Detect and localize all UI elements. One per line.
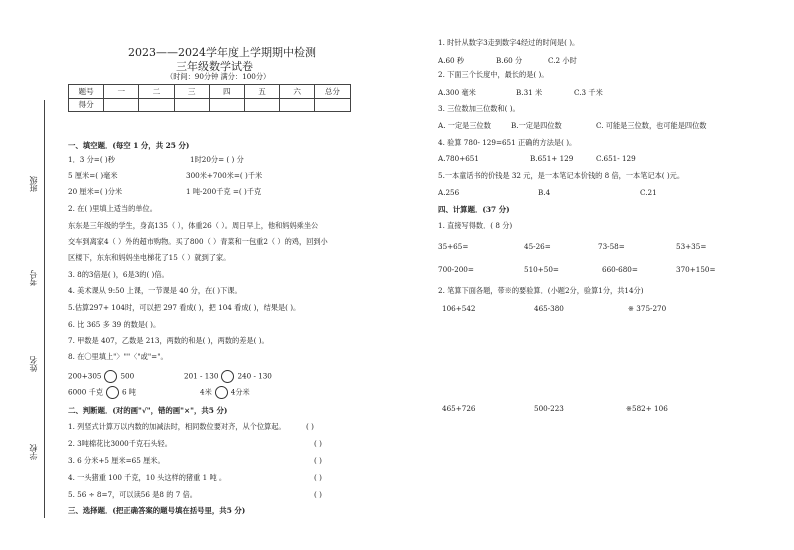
- compare-left: 201 - 130: [184, 371, 219, 381]
- score-input-cell[interactable]: [280, 98, 315, 112]
- choice-question: 4. 验算 780- 129=651 正确的方法是( )。: [438, 138, 577, 147]
- question-text: 1 吨-200千克 =( )千克: [186, 187, 262, 196]
- choice-option[interactable]: C. 可能是三位数，也可能是四位数: [596, 121, 707, 130]
- choice-option[interactable]: C.3 千米: [574, 88, 603, 97]
- compare-circle[interactable]: [221, 370, 234, 383]
- question-text: 7. 甲数是 407，乙数是 213，两数的和是( )，两数的差是( )。: [68, 336, 269, 345]
- score-table-header-row: [69, 85, 351, 99]
- compare-right: 6 吨: [121, 387, 136, 397]
- choice-question: 2. 下面三个长度中，最长的是( )。: [438, 70, 549, 79]
- score-input-cell[interactable]: [139, 98, 174, 112]
- compare-item: [68, 386, 136, 399]
- section-choice-title: 三、选择题．(把正确答案的题号填在括号里，共5 分): [68, 506, 246, 515]
- question-text: 4. 美术课从 9:50 上课，一节课是 40 分，在( )下课。: [68, 286, 242, 295]
- name-label: 姓名: [29, 356, 38, 372]
- score-input-cell[interactable]: [244, 98, 279, 112]
- section-calc-title: 四、计算题．(37 分): [438, 205, 510, 214]
- school-label: 学校: [29, 444, 38, 460]
- score-input-cell[interactable]: [104, 98, 139, 112]
- question-text: 6. 比 365 多 39 的数是( )。: [68, 320, 161, 329]
- compare-right: 500: [120, 371, 135, 381]
- judge-item: 1. 列竖式计算万以内数的加减法时，相同数位要对齐，从个位算起。: [68, 422, 286, 431]
- score-cell: 一: [104, 85, 139, 99]
- score-cell: 题号: [69, 85, 104, 99]
- calc-item[interactable]: 45-26=: [524, 242, 551, 251]
- compare-circle[interactable]: [104, 370, 117, 383]
- choice-question: 5.一本童话书的价钱是 32 元，是一本笔记本价钱的 8 倍，一本笔记本( )元。: [438, 171, 685, 180]
- judge-item: 4. 一头猪重 100 千克，10 头这样的猪重 1 吨 。: [68, 473, 227, 482]
- compare-circle[interactable]: [215, 386, 228, 399]
- column-calc-item[interactable]: 465+726: [442, 404, 476, 413]
- column-calc-item[interactable]: 465-380: [534, 304, 564, 313]
- judge-paren[interactable]: ( ): [314, 473, 322, 482]
- choice-option[interactable]: A.60 秒: [438, 56, 465, 65]
- score-cell: 三: [174, 85, 209, 99]
- judge-paren[interactable]: ( ): [314, 490, 322, 499]
- compare-item: [68, 370, 134, 383]
- judge-item: 3. 6 分米+5 厘米=65 厘米。: [68, 456, 165, 465]
- passage-line: 区楼下，东东和妈妈坐电梯花了15（ ）就到了家。: [68, 253, 231, 262]
- question-text: 20 厘米=( )分米: [68, 187, 123, 196]
- section-judge-title: 二、判断题．(对的画"√"，错的画"×"，共5 分): [68, 406, 228, 415]
- compare-left: 200+305: [68, 371, 102, 381]
- question-text: 5 厘米=( )毫米: [68, 171, 118, 180]
- calc-item[interactable]: 53+35=: [676, 242, 707, 251]
- calc-instruction: 2. 笔算下面各题，带※的要验算．(小题2分，验算1分，共14分): [438, 286, 644, 295]
- compare-left: 6000 千克: [68, 387, 103, 397]
- compare-item: [200, 386, 250, 399]
- question-text: 2. 在( )里填上适当的单位。: [68, 204, 157, 213]
- score-cell: 四: [209, 85, 244, 99]
- choice-option[interactable]: A.256: [438, 188, 460, 197]
- score-cell: 二: [139, 85, 174, 99]
- calc-item[interactable]: 510+50=: [524, 265, 559, 274]
- compare-circle[interactable]: [106, 386, 119, 399]
- section-fill-title: 一、填空题．(每空 1 分，共 25 分): [68, 141, 190, 150]
- column-calc-item[interactable]: ※ 375-270: [628, 304, 667, 313]
- calc-item[interactable]: 370+150=: [676, 265, 716, 274]
- question-text: 3. 8的3倍是( )，6是3的( )倍。: [68, 270, 169, 279]
- score-table: [68, 84, 351, 112]
- question-text: 5.估算297+ 104时，可以把 297 看成( )，把 104 看成( )，结果是( )。: [68, 303, 301, 312]
- choice-option[interactable]: C.651- 129: [596, 154, 636, 163]
- compare-left: 4米: [200, 387, 212, 397]
- score-cell: 得分: [69, 98, 104, 112]
- calc-instruction: 1. 直接写得数．( 8 分): [438, 221, 513, 230]
- score-table-score-row: [69, 98, 351, 112]
- choice-option[interactable]: B.60 分: [496, 56, 523, 65]
- compare-right: 4分米: [230, 387, 250, 397]
- passage-line: 交车到离家4（ ）外的超市购物。买了800（ ）青菜和一包重2（ ）的鸡，回到小: [68, 237, 328, 246]
- judge-item: 2. 3吨棉花比3000千克石头轻。: [68, 439, 172, 448]
- question-text: 300米+700米=( )千米: [186, 171, 263, 180]
- judge-paren[interactable]: ( ): [314, 439, 322, 448]
- choice-option[interactable]: C.21: [640, 188, 657, 197]
- calc-item[interactable]: 73-58=: [598, 242, 625, 251]
- score-cell: 六: [280, 85, 315, 99]
- choice-question: 1. 时针从数字3走到数字4经过的时间是( )。: [438, 38, 580, 47]
- judge-item: 5. 56 ÷ 8=7，可以读56 是8 的 7 倍。: [68, 490, 197, 499]
- choice-option[interactable]: B.31 米: [516, 88, 543, 97]
- choice-option[interactable]: B.4: [538, 188, 551, 197]
- question-text: 1．3 分=( )秒: [68, 155, 115, 164]
- judge-paren[interactable]: ( ): [306, 422, 314, 431]
- exam-title: 2023——2024学年度上学期期中检测: [128, 46, 316, 59]
- score-input-cell[interactable]: [174, 98, 209, 112]
- choice-option[interactable]: C.2 小时: [548, 56, 577, 65]
- calc-item[interactable]: 35+65=: [438, 242, 469, 251]
- class-label: 班级: [29, 176, 38, 192]
- class-field-line[interactable]: [44, 118, 45, 178]
- judge-paren[interactable]: ( ): [314, 456, 322, 465]
- column-calc-item[interactable]: ※582+ 106: [626, 404, 668, 413]
- score-input-cell[interactable]: [209, 98, 244, 112]
- choice-option[interactable]: A.300 毫米: [438, 88, 476, 97]
- compare-right: 240 - 130: [237, 371, 272, 381]
- question-text: 1时20分= ( ) 分: [190, 155, 244, 164]
- column-calc-item[interactable]: 500-223: [534, 404, 564, 413]
- score-cell: 总分: [315, 85, 350, 99]
- choice-option[interactable]: B.一定是四位数: [511, 121, 562, 130]
- choice-option[interactable]: A. 一定是三位数: [438, 121, 491, 130]
- calc-item[interactable]: 660-680=: [602, 265, 638, 274]
- exam-info: （时间：90分钟 满分：100分）: [166, 72, 271, 81]
- choice-question: 3. 三位数加三位数和( )。: [438, 104, 520, 113]
- exam-subtitle: 三年级数学试卷: [176, 60, 253, 73]
- choice-option[interactable]: B.651+ 129: [530, 154, 574, 163]
- choice-option[interactable]: A.780+651: [438, 154, 479, 163]
- compare-item: [184, 370, 272, 383]
- number-label: 考号: [29, 270, 38, 286]
- passage-line: 东东是三年级的学生，身高135（ ），体重26（ ）。周日早上，他和妈妈乘坐公: [68, 221, 319, 230]
- score-cell: 五: [244, 85, 279, 99]
- column-calc-item[interactable]: 106+542: [442, 304, 476, 313]
- score-input-cell[interactable]: [315, 98, 350, 112]
- question-text: 8. 在〇里填上"〉""〈"或"="。: [68, 352, 168, 361]
- calc-item[interactable]: 700-200=: [438, 265, 474, 274]
